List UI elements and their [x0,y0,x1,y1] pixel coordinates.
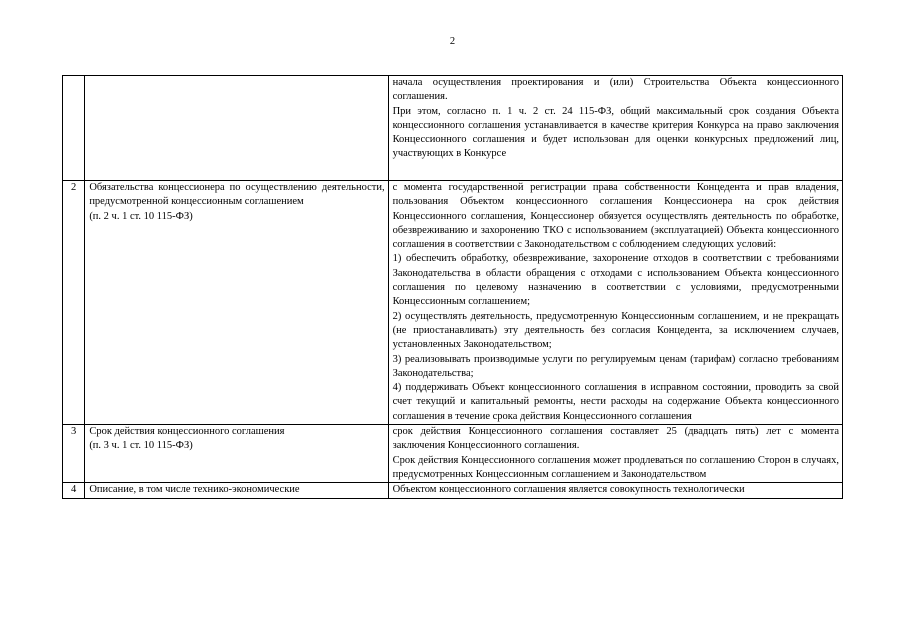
row-number: 3 [63,425,85,483]
table-row [63,181,843,425]
row-title [85,425,388,483]
row-title [85,181,388,425]
content-paragraph: При этом, согласно п. 1 ч. 2 ст. 24 115-ФЗ, общий максимальный срок создания Объекта концессионного соглашения устанавливается в качестве критерия Конкурса на право заключения Концессионного соглашения и будет использован для оценки конкурсных предложений лиц, участвующих в Конкурсе [392,105,839,160]
row-content [388,425,842,483]
condition-item-2: 2) осуществлять деятельность, предусмотренную Концессионным соглашением, и не прекращать (не приостанавливать) эту деятельность без согласия Концедента, за исключением случаев, установленных Законодательством; [392,310,839,351]
row-title [85,76,388,181]
table-row [63,483,843,498]
content-paragraph: Объектом концессионного соглашения является совокупность технологически [392,484,745,496]
content-paragraph: начала осуществления проектирования и (или) Строительства Объекта концессионного соглашения. [392,77,839,103]
table-row [63,425,843,483]
row-number: 2 [63,181,85,425]
legal-reference: (п. 3 ч. 1 ст. 10 115-ФЗ) [89,440,193,452]
condition-item-4: 4) поддерживать Объект концессионного соглашения в исправном состоянии, проводить за свой счет текущий и капитальный ремонты, нести расходы на содержание Объекта концессионного соглашения в течение срока действия Концессионного соглашения [392,382,839,422]
row-title [85,483,388,498]
legal-reference: (п. 2 ч. 1 ст. 10 115-ФЗ) [89,210,193,222]
row-content [388,483,842,498]
row-number [63,76,85,181]
title-text: Обязательства концессионера по осуществлению деятельности, предусмотренной концессионным соглашением [89,182,385,208]
condition-item-1: 1) обеспечить обработку, обезвреживание, захоронение отходов в соответствии с требованиями Законодательства в области обращения с отходами с использованием Объекта концессионного соглашения по целевому назначению в соответствии с условиями, предусмотренными Концессионным соглашением; [392,253,839,308]
table-row [63,76,843,181]
title-text: Срок действия концессионного соглашения [89,426,285,438]
content-paragraph: с момента государственной регистрации права собственности Концедента и прав владения, пользования Объектом концессионного соглашения Концессионера на срок действия Концессионного соглашения, Концессионер обязуется осуществлять деятельность по обработке, обезвреживанию и захоронению ТКО с использованием (эксплуатацией) Объекта концессионного соглашения в соответствии с Законодательством с соблюдением следующих условий: [392,182,839,251]
condition-item-3: 3) реализовывать производимые услуги по регулируемым ценам (тарифам) согласно требованиям Законодательства; [392,353,839,379]
row-number: 4 [63,483,85,498]
row-content [388,76,842,181]
concession-terms-table [62,75,843,499]
content-paragraph: Срок действия Концессионного соглашения может продлеваться по соглашению Сторон в случаях, предусмотренных Концессионным соглашением и Законодательством [392,454,839,480]
title-text: Описание, в том числе технико-экономические [89,484,300,496]
content-paragraph: срок действия Концессионного соглашения составляет 25 (двадцать пять) лет с момента заключения Концессионного соглашения. [392,426,839,452]
page-number: 2 [449,36,456,47]
row-content [388,181,842,425]
